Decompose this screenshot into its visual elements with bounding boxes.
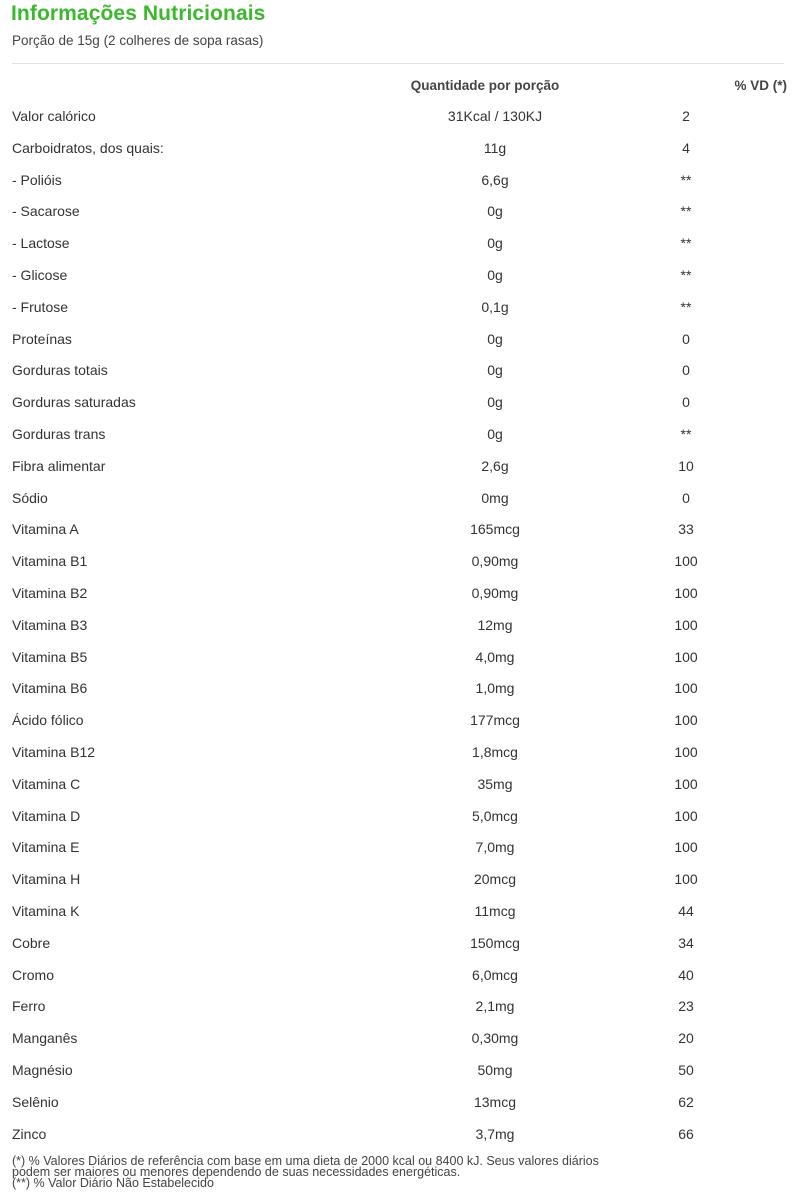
nutrient-quantity: 3,7mg (475, 1125, 515, 1142)
table-row (0, 166, 800, 198)
table-row (0, 388, 800, 420)
table-row (0, 229, 800, 261)
nutrient-vd: 44 (678, 902, 694, 919)
table-row (0, 706, 800, 738)
nutrition-table (0, 102, 800, 1151)
table-row (0, 897, 800, 929)
footnote-line: podem ser maiores ou menores dependendo de suas necessidades energéticas. (12, 1165, 461, 1179)
table-row (0, 992, 800, 1024)
nutrient-name: Proteínas (12, 330, 72, 347)
nutrient-name: Carboidratos, dos quais: (12, 139, 164, 156)
table-row (0, 674, 800, 706)
nutrient-name: Gorduras saturadas (12, 394, 136, 411)
nutrient-name: Ácido fólico (12, 712, 84, 729)
nutrient-quantity: 1,0mg (475, 680, 515, 697)
table-row (0, 929, 800, 961)
nutrient-quantity: 31Kcal / 130KJ (447, 108, 543, 124)
nutrient-name: Vitamina D (12, 807, 81, 824)
table-row (0, 833, 800, 865)
table-row (0, 261, 800, 293)
table-row (0, 102, 800, 134)
nutrient-quantity: 0g (487, 330, 503, 347)
table-row (0, 1120, 800, 1152)
table-row (0, 515, 800, 547)
nutrient-vd: 4 (682, 139, 690, 156)
nutrient-quantity: 4,0mg (475, 648, 515, 665)
table-row (0, 420, 800, 452)
nutrient-name: Vitamina C (12, 775, 81, 792)
nutrient-quantity: 0g (487, 425, 503, 442)
nutrient-quantity: 2,1mg (475, 998, 515, 1015)
table-row (0, 611, 800, 643)
nutrient-quantity: 0g (487, 394, 503, 411)
nutrient-vd: 33 (678, 521, 694, 538)
nutrient-vd: 100 (674, 648, 698, 665)
nutrient-vd: 100 (674, 553, 698, 570)
nutrient-name: - Frutose (12, 298, 69, 315)
nutrient-name: Cromo (12, 966, 55, 983)
nutrient-vd: 40 (678, 966, 694, 983)
nutrient-vd: 100 (674, 839, 698, 856)
nutrient-vd: 100 (674, 712, 698, 729)
nutrient-quantity: 0,30mg (471, 1030, 519, 1047)
table-row (0, 293, 800, 325)
nutrient-name: - Polióis (12, 171, 62, 188)
nutrient-name: Selênio (12, 1093, 59, 1110)
nutrient-vd: 62 (678, 1093, 694, 1110)
nutrient-name: Vitamina B2 (12, 584, 88, 601)
nutrient-quantity: 6,6g (481, 171, 509, 188)
nutrient-name: Vitamina A (12, 521, 79, 538)
nutrient-vd: 100 (674, 871, 698, 888)
header-divider (12, 63, 784, 64)
nutrient-quantity: 11g (483, 139, 507, 156)
nutrient-quantity: 12mg (477, 616, 513, 633)
nutrient-quantity: 2,6g (481, 457, 509, 474)
table-row (0, 547, 800, 579)
table-row (0, 1056, 800, 1088)
nutrient-vd: 0 (682, 330, 690, 347)
column-header-quantity: Quantidade por porção (410, 78, 560, 93)
portion-subtitle: Porção de 15g (2 colheres de sopa rasas) (12, 33, 264, 48)
nutrient-quantity: 0,90mg (471, 584, 519, 601)
nutrient-vd: ** (680, 425, 692, 442)
table-row (0, 802, 800, 834)
nutrient-vd: 100 (674, 775, 698, 792)
nutrient-vd: 66 (678, 1125, 694, 1142)
table-row (0, 961, 800, 993)
nutrient-quantity: 11mcg (474, 902, 516, 919)
nutrient-vd: 50 (678, 1061, 694, 1078)
nutrient-quantity: 0g (487, 266, 503, 283)
table-row (0, 643, 800, 675)
table-row (0, 452, 800, 484)
nutrient-quantity: 0mg (481, 489, 509, 506)
nutrient-name: Vitamina B3 (12, 616, 88, 633)
nutrient-quantity: 35mg (477, 775, 513, 792)
nutrient-name: Vitamina B6 (12, 680, 88, 697)
nutrient-vd: ** (680, 171, 692, 188)
nutrient-name: Ferro (12, 998, 46, 1015)
nutrient-vd: ** (680, 203, 692, 220)
table-row (0, 579, 800, 611)
nutrient-vd: ** (680, 298, 692, 315)
column-header-vd: % VD (*) (734, 78, 787, 93)
nutrient-name: Valor calórico (12, 108, 96, 124)
nutrient-quantity: 13mcg (473, 1093, 517, 1110)
table-row (0, 1088, 800, 1120)
nutrient-name: Vitamina B1 (12, 553, 88, 570)
nutrient-quantity: 50mg (477, 1061, 513, 1078)
nutrient-quantity: 0g (487, 235, 503, 252)
nutrient-vd: 100 (674, 584, 698, 601)
nutrient-name: - Lactose (12, 235, 70, 252)
nutrient-name: Cobre (12, 934, 51, 951)
nutrient-quantity: 6,0mcg (472, 966, 518, 983)
nutrient-quantity: 165mcg (470, 521, 520, 538)
nutrient-name: Sódio (12, 489, 48, 506)
nutrient-name: Zinco (12, 1125, 47, 1142)
table-row (0, 484, 800, 516)
table-row (0, 738, 800, 770)
table-row (0, 356, 800, 388)
nutrient-vd: 100 (674, 680, 698, 697)
nutrient-name: Vitamina B12 (12, 743, 96, 760)
table-row (0, 865, 800, 897)
nutrient-name: Gorduras totais (12, 362, 108, 379)
nutrient-name: Fibra alimentar (12, 457, 106, 474)
nutrient-quantity: 0g (487, 203, 503, 220)
table-row (0, 325, 800, 357)
footnote-line: (*) % Valores Diários de referência com base em uma dieta de 2000 kcal ou 8400 kJ. Seus valores diários (12, 1154, 599, 1168)
nutrient-name: Vitamina E (12, 839, 80, 856)
nutrient-quantity: 1,8mcg (472, 743, 518, 760)
nutrient-vd: 100 (674, 743, 698, 760)
nutrient-name: Vitamina K (12, 902, 80, 919)
nutrient-name: Manganês (12, 1030, 78, 1047)
nutrient-quantity: 5,0mcg (472, 807, 518, 824)
nutrient-quantity: 177mcg (470, 712, 520, 729)
nutrient-quantity: 20mcg (473, 871, 517, 888)
nutrient-quantity: 0,1g (481, 298, 509, 315)
nutrient-vd: 10 (678, 457, 694, 474)
nutrient-vd: ** (680, 235, 692, 252)
nutrient-vd: 100 (674, 807, 698, 824)
footnote-line: (**) % Valor Diário Não Estabelecido (12, 1176, 214, 1190)
nutrient-name: Vitamina B5 (12, 648, 88, 665)
nutrient-quantity: 0,90mg (471, 553, 519, 570)
page-title: Informações Nutricionais (11, 2, 266, 25)
table-row (0, 134, 800, 166)
nutrient-vd: 2 (682, 108, 690, 124)
nutrient-name: Magnésio (12, 1061, 73, 1078)
nutrient-vd: ** (680, 266, 692, 283)
nutrient-quantity: 7,0mg (475, 839, 515, 856)
nutrient-quantity: 150mcg (470, 934, 520, 951)
nutrient-vd: 100 (674, 616, 698, 633)
nutrient-vd: 0 (682, 489, 690, 506)
nutrient-vd: 23 (678, 998, 694, 1015)
nutrient-vd: 0 (682, 394, 690, 411)
table-row (0, 770, 800, 802)
footnotes (12, 1156, 782, 1189)
nutrient-name: - Glicose (12, 266, 68, 283)
nutrient-vd: 0 (682, 362, 690, 379)
table-row (0, 197, 800, 229)
nutrient-name: Vitamina H (12, 871, 81, 888)
table-row (0, 1024, 800, 1056)
nutrient-name: Gorduras trans (12, 425, 106, 442)
nutrient-vd: 20 (678, 1030, 694, 1047)
nutrient-name: - Sacarose (12, 203, 80, 220)
nutrient-vd: 34 (678, 934, 694, 951)
nutrient-quantity: 0g (487, 362, 503, 379)
